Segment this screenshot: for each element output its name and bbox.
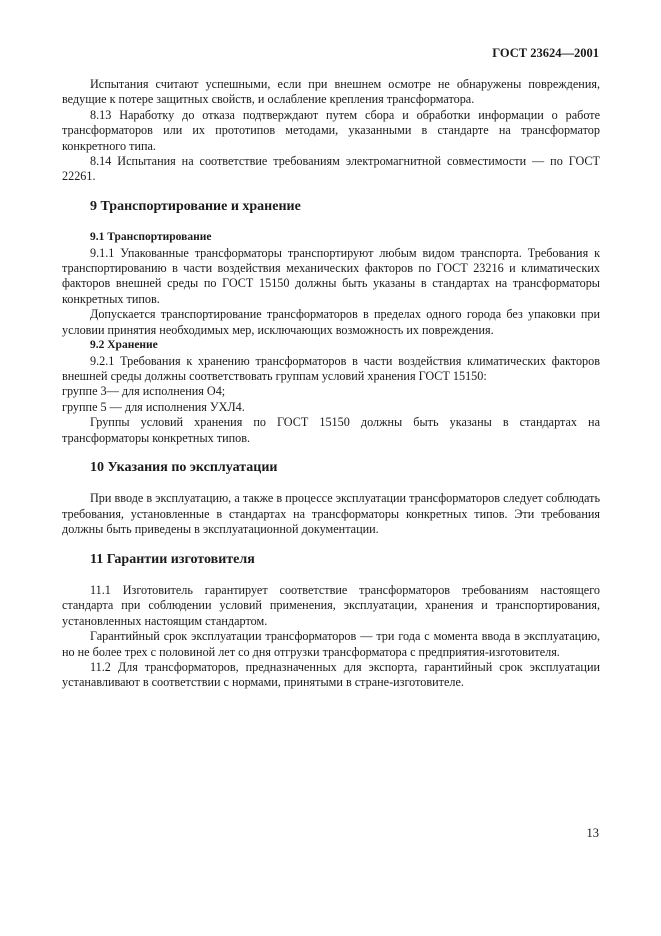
document-code-header: ГОСТ 23624—2001 [492, 46, 599, 60]
paragraph-test-success: Испытания считают успешными, если при внешнем осмотре не обнаружены повреждения, ведущие к потере защитных свойств, и ослабление крепления трансформатора. [62, 77, 600, 107]
paragraph-8-13: 8.13 Наработку до отказа подтверждают путем сбора и обработки информации о работе трансформаторов или их прототипов методами, указанными в стандарте на трансформатор конкретного типа. [62, 107, 600, 153]
paragraph-operation: При вводе в эксплуатацию, а также в процессе эксплуатации трансформаторов следует соблюдать требования, установленные в стандартах на трансформаторы конкретных типов. Эти требования должны быть приведены в эксплуатационной документации. [62, 491, 600, 537]
page-number: 13 [586, 826, 599, 840]
paragraph-transport-allowance: Допускается транспортирование трансформаторов в пределах одного города без упаковки при условии принятия необходимых мер, исключающих возможность их повреждения. [62, 307, 600, 337]
subsection-9-1-heading: 9.1 Транспортирование [90, 231, 212, 244]
paragraph-11-2: 11.2 Для трансформаторов, предназначенных для экспорта, гарантийный срок эксплуатации устанавливают в соответствии с нормами, принятыми в стране-изготовителе. [62, 660, 600, 690]
paragraph-storage-groups: Группы условий хранения по ГОСТ 15150 должны быть указаны в стандартах на трансформаторы конкретных типов. [62, 415, 600, 445]
paragraph-9-2-1: 9.2.1 Требования к хранению трансформаторов в части воздействия климатических факторов внешней среды должны соответствовать группам условий хранения ГОСТ 15150: [62, 353, 600, 383]
subsection-9-2-heading: 9.2 Хранение [90, 339, 158, 352]
paragraph-9-1-1: 9.1.1 Упакованные трансформаторы транспортируют любым видом транспорта. Требования к транспортированию в части воздействия механических факторов по ГОСТ 23216 и климатических факторов внешней среды по ГОСТ 15150 должны быть указаны в стандартах на трансформаторы конкретных типов. [62, 245, 600, 306]
section-10-heading: 10 Указания по эксплуатации [90, 459, 278, 475]
page-content [62, 77, 600, 691]
paragraph-11-1: 11.1 Изготовитель гарантирует соответствие трансформаторов требованиям настоящего стандарта при соблюдении условий применения, эксплуатации, хранения и транспортирования, установленных настоящим стандартом. [62, 582, 600, 628]
paragraph-8-14: 8.14 Испытания на соответствие требованиям электромагнитной совместимости — по ГОСТ 22261. [62, 154, 600, 184]
section-11-heading: 11 Гарантии изготовителя [90, 551, 255, 567]
list-item-group-3: группе 3— для исполнения О4; [62, 384, 226, 399]
section-9-heading: 9 Транспортирование и хранение [90, 198, 301, 214]
list-item-group-5: группе 5 — для исполнения УХЛ4. [62, 399, 245, 414]
paragraph-warranty-period: Гарантийный срок эксплуатации трансформаторов — три года с момента ввода в эксплуатацию, но не более трех с половиной лет со дня отгрузки трансформатора с предприятия-изготовителя. [62, 629, 600, 659]
